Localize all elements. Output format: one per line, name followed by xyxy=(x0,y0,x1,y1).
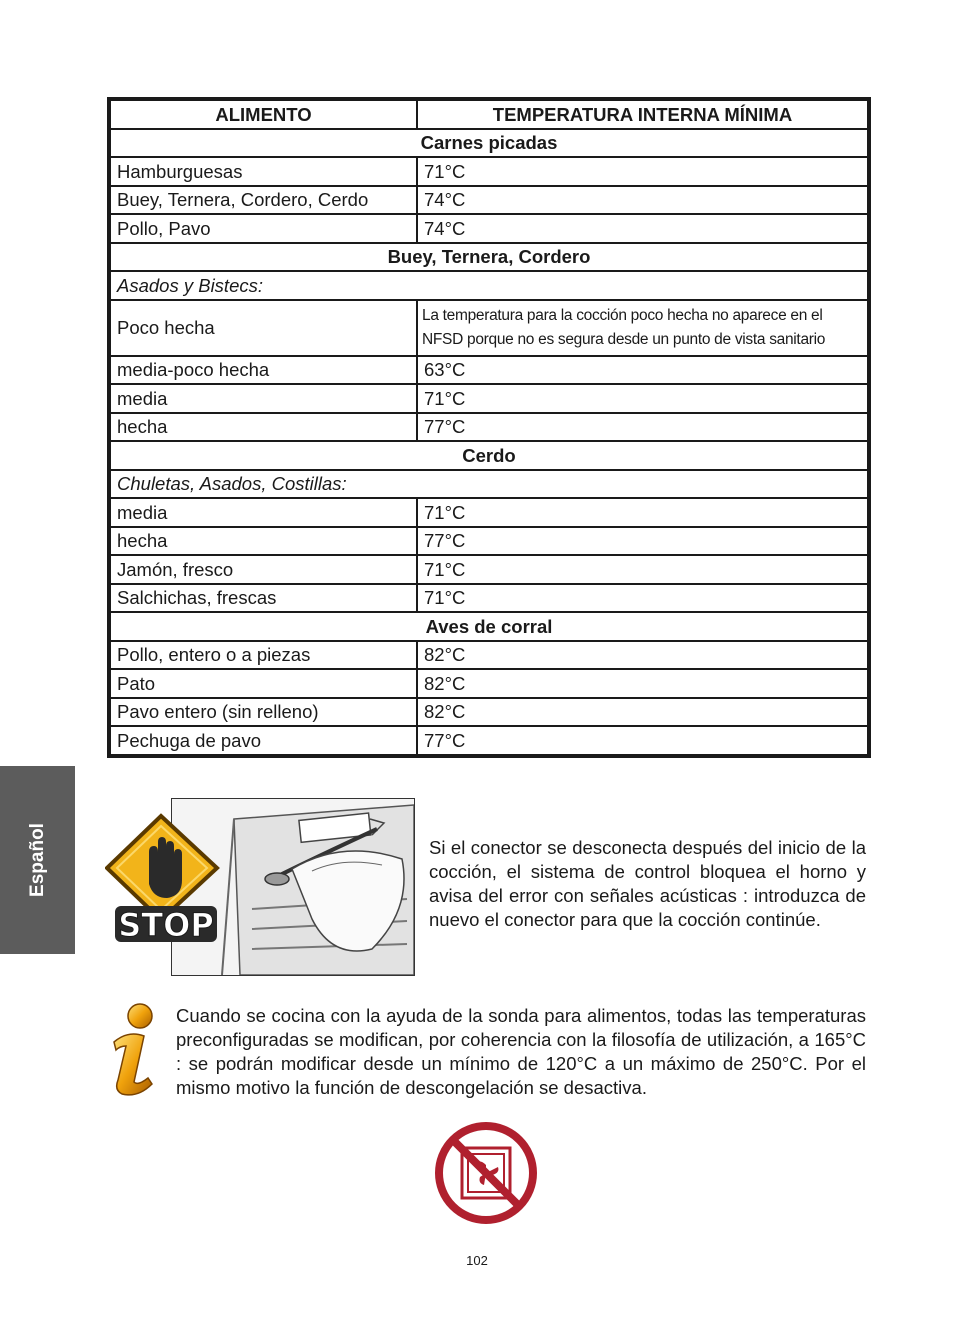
section-aves: Aves de corral xyxy=(110,612,868,641)
food-cell: Buey, Ternera, Cordero, Cerdo xyxy=(110,186,417,215)
table-row xyxy=(110,356,868,385)
food-cell: Pavo entero (sin relleno) xyxy=(110,698,417,727)
temp-cell: 82°C xyxy=(417,641,868,670)
section-buey: Buey, Ternera, Cordero xyxy=(110,243,868,272)
food-cell: media xyxy=(110,384,417,413)
table-row xyxy=(110,555,868,584)
food-cell: Pollo, entero o a piezas xyxy=(110,641,417,670)
temp-note-cell: La temperatura para la cocción poco hecha no aparece en el NFSD porque no es segura desde un punto de vista sanitario xyxy=(417,300,868,356)
temp-cell: 71°C xyxy=(417,384,868,413)
header-food: ALIMENTO xyxy=(110,100,417,129)
food-cell: Hamburguesas xyxy=(110,157,417,186)
food-cell: hecha xyxy=(110,413,417,442)
temp-cell: 77°C xyxy=(417,726,868,755)
food-cell: media xyxy=(110,498,417,527)
temp-cell: 63°C xyxy=(417,356,868,385)
table-header-row xyxy=(110,100,868,129)
table-row xyxy=(110,384,868,413)
table-row xyxy=(110,300,868,356)
food-cell: Salchichas, frescas xyxy=(110,584,417,613)
food-cell: media-poco hecha xyxy=(110,356,417,385)
temp-cell: 77°C xyxy=(417,413,868,442)
subhead-asados: Asados y Bistecs: xyxy=(110,271,868,300)
table-row xyxy=(110,726,868,755)
page-number: 102 xyxy=(466,1253,488,1268)
subhead-chuletas: Chuletas, Asados, Costillas: xyxy=(110,470,868,499)
table-row xyxy=(110,641,868,670)
info-icon xyxy=(104,1000,164,1100)
table-row xyxy=(110,186,868,215)
food-cell: hecha xyxy=(110,527,417,556)
stop-hand-icon xyxy=(105,812,225,944)
probe-info-text: Cuando se cocina con la ayuda de la sonda para alimentos, todas las temperaturas preconfiguradas se modifican, por coherencia con la filosofía de utilización, a 165°C : se podrán modificar desde un mínimo de 120°C a un máximo de 250°C. Por el mismo motivo la función de descongelación se desactiva. xyxy=(176,1005,866,1098)
table-row xyxy=(110,413,868,442)
table-row xyxy=(110,698,868,727)
table-row xyxy=(110,498,868,527)
temp-cell: 71°C xyxy=(417,555,868,584)
table-row xyxy=(110,157,868,186)
temp-cell: 82°C xyxy=(417,669,868,698)
header-temperature: TEMPERATURA INTERNA MÍNIMA xyxy=(417,100,868,129)
temp-cell: 82°C xyxy=(417,698,868,727)
section-carnes-picadas: Carnes picadas xyxy=(110,129,868,158)
no-defrost-icon xyxy=(434,1121,538,1225)
temp-cell: 71°C xyxy=(417,498,868,527)
stop-sign-text: STOP xyxy=(118,906,214,944)
food-cell: Poco hecha xyxy=(110,300,417,356)
language-tab xyxy=(0,766,75,954)
food-cell: Jamón, fresco xyxy=(110,555,417,584)
section-cerdo: Cerdo xyxy=(110,441,868,470)
temp-cell: 71°C xyxy=(417,157,868,186)
table-row xyxy=(110,669,868,698)
temp-cell: 74°C xyxy=(417,214,868,243)
food-cell: Pollo, Pavo xyxy=(110,214,417,243)
table-row xyxy=(110,214,868,243)
temp-cell: 74°C xyxy=(417,186,868,215)
temperature-table xyxy=(107,97,871,758)
temp-cell: 71°C xyxy=(417,584,868,613)
connector-warning-text: Si el conector se desconecta después del inicio de la cocción, el sistema de control bloquea el horno y avisa del error con señales acústicas : introduzca de nuevo el conector para que la cocción continúe. xyxy=(429,837,866,930)
food-cell: Pato xyxy=(110,669,417,698)
food-cell: Pechuga de pavo xyxy=(110,726,417,755)
table-row xyxy=(110,527,868,556)
table-row xyxy=(110,584,868,613)
language-tab-label: Español xyxy=(26,823,48,897)
temp-cell: 77°C xyxy=(417,527,868,556)
